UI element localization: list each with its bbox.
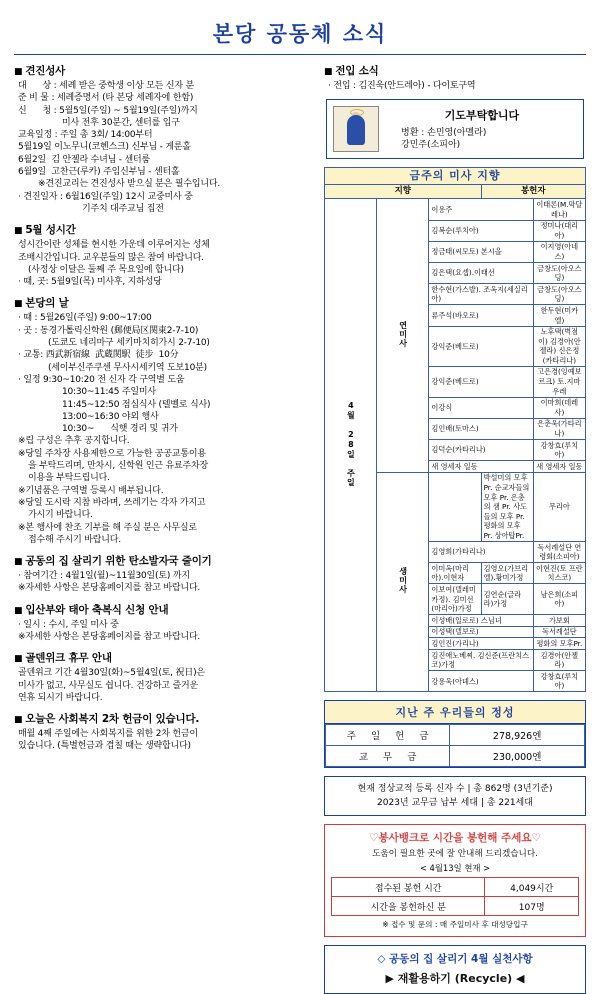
volunteer-label: 시간을 봉헌하신 분 bbox=[332, 897, 485, 916]
section-heading-label: 오늘은 사회복지 2차 헌금이 있습니다. bbox=[25, 713, 200, 726]
text-line: ※기념품은 구역별 등록시 배부됩니다. bbox=[18, 485, 164, 496]
mass-offerer-cell: 김경아(안젤라) bbox=[533, 650, 585, 671]
mass-offerer-cell: 노후택(벽점이) 김경아(안젤라) 신은정(카타리나) bbox=[533, 326, 585, 366]
mass-offerer-cell: 은춘욱(가타리나) bbox=[533, 418, 585, 439]
mass-offerer-cell: 이현진(토 프란치스코) bbox=[533, 563, 585, 584]
text-line: (사정상 이달은 둘째 주 목요일에 합니다) bbox=[28, 264, 184, 275]
text-line: 성시간이란 성체를 현시한 가운데 이루어지는 성체 bbox=[18, 240, 210, 251]
text-line: 신 청 : 5월5일(주일) ~ 5월19일(주일)까지 bbox=[18, 105, 198, 116]
prayer-request-box bbox=[326, 99, 584, 159]
text-line: ※견진교리는 견진성사 받으실 분은 필수입니다. bbox=[38, 179, 221, 190]
section-heading-label: 골덴위크 휴무 안내 bbox=[25, 652, 112, 665]
bullet-icon: ■ bbox=[14, 67, 23, 77]
action-box bbox=[324, 945, 586, 994]
stats-box bbox=[324, 776, 586, 816]
mass-offerer-cell: 이지영(아네스) bbox=[533, 241, 585, 262]
mass-table-body bbox=[325, 199, 586, 692]
mass-intention-cell: 김연순(글라라)가정 bbox=[481, 584, 533, 615]
mass-name-cell: 김복순(루치아) bbox=[429, 220, 533, 241]
mass-offerer-cell: 고은경(잉예보르크) 토.지마우레 bbox=[533, 366, 585, 397]
text-line: (세이부신주쿠센 무사시세키역 도보10분) bbox=[48, 362, 207, 373]
text-line: 있습니다. (특별헌금과 겹칠 때는 생략합니다) bbox=[18, 741, 191, 752]
mass-offerer-cell: 이태론(M.막달레나) bbox=[533, 199, 585, 220]
stats-line: 현재 정상교적 등록 신자 수 | 총 862명 (3년기준) bbox=[357, 784, 553, 795]
volunteer-value: 107명 bbox=[485, 897, 579, 916]
mass-name-cell: 이보여(델레미카정). 김미선(마리아)가정 bbox=[429, 584, 481, 615]
table-row bbox=[326, 746, 585, 767]
text-line: · 교통: 西武新宿線 武蔵関駅 徒步 10分 bbox=[18, 350, 179, 361]
mass-name-cell: 김덕순(카타리나) bbox=[429, 440, 533, 461]
table-row bbox=[332, 897, 579, 916]
text-line: · 때 : 5월26일(주일) 9:00~17:00 bbox=[18, 313, 152, 324]
mass-offerer-cell: 가보회 bbox=[533, 615, 585, 627]
mass-offerer-cell: 강창효(루치아) bbox=[533, 671, 585, 692]
left-column bbox=[14, 63, 314, 994]
mass-offerer-cell: 평화의 모후Pr. bbox=[533, 638, 585, 650]
section-heading-label: 입산부와 태아 축복식 신청 안내 bbox=[25, 603, 169, 616]
section-heading bbox=[14, 650, 314, 665]
text-line: 연휴 되시기 바랍니다. bbox=[18, 692, 103, 703]
mass-group-label: 연미사 bbox=[398, 320, 408, 348]
text-line: 을 부탁드리며, 만차시, 신학원 인근 유료주차장 bbox=[28, 461, 209, 472]
volunteer-value: 4,049시간 bbox=[485, 878, 579, 897]
section-heading bbox=[14, 553, 314, 568]
section-heading bbox=[14, 295, 314, 310]
stats-line: 2023년 교무금 납부 세대 | 총 221세대 bbox=[377, 798, 533, 809]
right-column bbox=[324, 63, 586, 994]
prayer-text bbox=[387, 107, 577, 151]
mass-name-cell: 새 영세자 일동 bbox=[429, 461, 533, 473]
text-line: ※당일 주차장 사용제한으로 가능한 공공교통이용 bbox=[18, 448, 206, 459]
offering-label: 주 일 헌 금 bbox=[326, 725, 450, 746]
mass-offerer-cell: 정미나(대리아) bbox=[533, 220, 585, 241]
section-heading bbox=[324, 63, 586, 78]
bullet-icon: ■ bbox=[14, 557, 23, 568]
mass-name-cell: 이강식 bbox=[429, 397, 533, 418]
text-line: · 일정 9:30~10:20 전 신자 각 구역별 도움 bbox=[18, 374, 185, 385]
prayer-line: 강민주(소피아) bbox=[401, 140, 461, 151]
text-line: 6월2일 김 안젤라 수녀님 - 센터룸 bbox=[18, 154, 150, 165]
text-line: 10:30~11:45 주일미사 bbox=[62, 387, 156, 398]
mass-name-cell: 정금태(씨모토) 본시을 bbox=[429, 241, 533, 262]
left-sections bbox=[14, 63, 314, 753]
section-heading-label: 공동의 집 살리기 위한 탄소발자국 줄이기 bbox=[25, 555, 212, 568]
mass-name-cell: 이성배(일로로) 스님녀 bbox=[429, 615, 533, 627]
mass-name-cell: 김진애노베찌. 김신준(프란치스코)가정 bbox=[429, 650, 533, 671]
text-line: 교육일정 : 주일 총 3회/ 14:00부터 bbox=[18, 130, 153, 141]
transfer-lines bbox=[324, 80, 586, 92]
section bbox=[14, 222, 314, 288]
text-line: 이용을 부탁드립니다. bbox=[28, 473, 110, 484]
bullet-icon: ■ bbox=[14, 654, 23, 665]
volunteer-bank-box bbox=[324, 824, 586, 937]
text-line: 미사 전후 30분간, 센터를 입구 bbox=[62, 117, 180, 128]
mass-col-intention: 지향 bbox=[325, 184, 482, 199]
text-line: 11:45~12:50 점심식사 (텔벨로 식사) bbox=[62, 399, 211, 410]
offering-title: 지난 주 우리들의 정성 bbox=[325, 701, 585, 724]
text-line: 준 비 물 : 세례증명서 (타 본당 세례자에 한함) bbox=[18, 93, 194, 104]
prayer-line: 병환 : 손민영(아멜라) bbox=[401, 128, 487, 139]
mass-group-cell bbox=[377, 472, 429, 691]
mass-name-cell: 김은택(요셉).이태선 bbox=[429, 263, 533, 284]
bullet-icon: ■ bbox=[14, 715, 23, 726]
text-line: 기주치 대주교님 집전 bbox=[82, 203, 164, 214]
text-line: ※본 행사에 찬조 기부를 해 주실 분은 사무실로 bbox=[18, 522, 197, 533]
text-line: (도쿄도 네리마구 세키마치히가시 2-7-10) bbox=[48, 338, 210, 349]
section bbox=[14, 63, 314, 215]
section-lines bbox=[14, 619, 314, 644]
mass-name-cell: 한수현(가스발). 조옥지(세실리아) bbox=[429, 284, 533, 305]
text-line: · 견진일자 : 6월16일(주일) 12시 교중미사 중 bbox=[18, 191, 193, 202]
section-heading-label: 견진성사 bbox=[25, 65, 66, 77]
text-line: 5월19일 이노무니(코헨스크) 신부님 - 게룬홀 bbox=[18, 142, 191, 153]
offering-box bbox=[324, 700, 586, 768]
text-line: 10:30~ 식햇 경리 및 귀가 bbox=[62, 424, 178, 435]
mass-intention-cell: 김영오(가브리엘).황미가정 bbox=[481, 563, 533, 584]
mass-name-cell: 김인배(토마스) bbox=[429, 418, 533, 439]
volunteer-title: ♡봉사뱅크로 시간을 봉헌해 주세요♡ bbox=[369, 832, 541, 845]
mass-offerer-cell: 금창도(아오스딩) bbox=[533, 284, 585, 305]
mass-offerer-cell: 강창효(루치아) bbox=[533, 440, 585, 461]
text-line: ※자세한 사항은 본당홈페이지를 참고 바랍니다. bbox=[18, 583, 201, 594]
mass-group-label: 생미사 bbox=[398, 567, 408, 595]
volunteer-note: ※ 접수 및 문의 : 매 주일미사 후 대성당입구 bbox=[382, 920, 528, 930]
mass-name-cell: 김영희(가타리나) bbox=[429, 542, 533, 563]
mass-group-cell bbox=[377, 199, 429, 472]
section bbox=[14, 711, 314, 753]
mass-name-cell: 류주석(바오로) bbox=[429, 305, 533, 326]
page-title: 본당 공동체 소식 bbox=[212, 22, 388, 46]
section-heading bbox=[14, 711, 314, 726]
section bbox=[14, 295, 314, 546]
text-line: 13:00~16:30 야외 행사 bbox=[62, 411, 159, 422]
mass-offerer-cell: 이마희(데레사) bbox=[533, 397, 585, 418]
mass-name-cell: 이용주 bbox=[429, 199, 533, 220]
volunteer-subtitle: 도움이 필요한 곳에 잘 안내해 드리겠습니다. bbox=[372, 849, 538, 860]
section-heading bbox=[14, 602, 314, 617]
offering-value: 230,000엔 bbox=[450, 746, 585, 767]
text-line: · 참여기간 : 4월1일(월)~11월30일(토) 까지 bbox=[18, 571, 190, 582]
mass-offerer-cell: 독서례설단 bbox=[533, 626, 585, 638]
section-heading-label: 5월 성시간 bbox=[25, 224, 76, 237]
text-line: ※당일 도시락 지참 바라며, 쓰레기는 각자 가지고 bbox=[18, 497, 206, 508]
prayer-lines bbox=[387, 127, 577, 151]
prayer-title: 기도부탁합니다 bbox=[444, 109, 520, 123]
praying-person-icon bbox=[333, 106, 379, 152]
text-line: 대 상 : 세례 받은 중학생 이상 모든 신자 분 bbox=[18, 81, 194, 91]
mass-name-cell: 이미옥(마리아).이현자 bbox=[429, 563, 481, 584]
volunteer-table bbox=[331, 877, 579, 916]
text-line: 골덴위크 기간 4월30일(화)~5월4일(토, 祝日)은 bbox=[18, 668, 205, 679]
section-lines bbox=[14, 570, 314, 595]
mass-offerer-cell: 남은희(소피아) bbox=[533, 584, 585, 615]
mass-name-cell: 김인진(가리나) bbox=[429, 638, 533, 650]
offering-value: 278,926엔 bbox=[450, 725, 585, 746]
bullet-icon: ■ bbox=[14, 299, 23, 310]
section-lines bbox=[14, 80, 314, 215]
section-lines bbox=[14, 667, 314, 704]
section bbox=[14, 650, 314, 704]
text-line: 가시기 바랍니다. bbox=[28, 510, 93, 521]
section-heading-label: 본당의 날 bbox=[25, 297, 69, 310]
two-column-body bbox=[0, 61, 600, 994]
mass-date-cell bbox=[325, 199, 377, 692]
mass-name-cell: 강용욱(아녜스) bbox=[429, 671, 533, 692]
section-lines bbox=[14, 312, 314, 546]
title-divider bbox=[14, 54, 586, 55]
text-line: · 때, 곳: 5월9일(목) 미사후, 지하성당 bbox=[18, 277, 162, 288]
table-row bbox=[325, 199, 586, 220]
mass-name-cell: 이성택(델보로) bbox=[429, 626, 533, 638]
section bbox=[14, 602, 314, 644]
text-line: ※자세한 사항은 본당홈페이지를 참고 바랍니다. bbox=[18, 631, 201, 642]
mass-col-offerer: 봉헌자 bbox=[481, 184, 585, 199]
section-lines bbox=[14, 728, 314, 753]
mass-offerer-cell: 금창도(아오스딩) bbox=[533, 263, 585, 284]
section-lines bbox=[14, 239, 314, 288]
section-heading bbox=[14, 222, 314, 237]
bullet-icon: ■ bbox=[324, 67, 333, 77]
mass-table-title: 금주의 미사 지향 bbox=[325, 168, 586, 185]
mass-name-cell bbox=[429, 472, 481, 541]
section-heading bbox=[14, 63, 314, 78]
text-line: 조배시간입니다. 교우분들의 많은 참여 바랍니다. bbox=[18, 252, 204, 263]
mass-offerer-cell: 한두현(미카엘) bbox=[533, 305, 585, 326]
offering-label: 교 무 금 bbox=[326, 746, 450, 767]
mass-offerer-cell: 무리아 bbox=[533, 472, 585, 541]
text-line: 미사가 없고, 사무실도 쉽니다. 건강하고 즐거운 bbox=[18, 680, 199, 691]
action-main: ▶ 재활용하기 (Recycle) ◀ bbox=[385, 972, 525, 986]
volunteer-label: 접수된 봉헌 시간 bbox=[332, 878, 485, 897]
text-line: · 전입 : 김진욱(안드레아) - 다이토구역 bbox=[328, 81, 476, 91]
section bbox=[14, 553, 314, 595]
text-line: · 일시 : 수시, 주일 미사 중 bbox=[18, 619, 119, 630]
text-line: · 곳 : 동경가톨릭신학원 (郵便局区関東2-7-10) bbox=[18, 325, 199, 336]
volunteer-date-note: < 4월13일 현재 > bbox=[419, 863, 491, 874]
table-row bbox=[332, 878, 579, 897]
offering-table bbox=[325, 724, 585, 767]
mass-offerer-cell: 새 영세자 일동 bbox=[533, 461, 585, 473]
mass-intention-cell: 박설미의 모후 Pr. 순교자들의 모후 Pr. 은총의 샘 Pr. 사도들의 모후 Pr. 평화의 모후 Pr. 상아탑Pr. bbox=[481, 472, 533, 541]
mass-name-cell: 강익준(베드로) bbox=[429, 366, 533, 397]
section-heading-label: 전입 소식 bbox=[335, 65, 379, 77]
section-transfer-news bbox=[324, 63, 586, 92]
bullet-icon: ■ bbox=[14, 605, 23, 616]
action-title: ◇ 공동의 집 살리기 4월 실천사항 bbox=[377, 953, 533, 966]
text-line: ※립 구성은 추후 공지합니다. bbox=[18, 436, 130, 447]
mass-date-label: 4월 28일 주일 bbox=[346, 401, 356, 488]
text-line: 6월9일 고찬근(루카) 주임신부님 - 센터홀 bbox=[18, 167, 180, 178]
mass-name-cell: 강익준(베드로) bbox=[429, 326, 533, 366]
text-line: 접수해 주시기 바랍니다. bbox=[28, 534, 121, 545]
table-row bbox=[326, 725, 585, 746]
text-line: 매월 4째 주일에는 사회복지를 위한 2차 헌금이 bbox=[18, 729, 198, 740]
mass-offerer-cell: 독서례설단 연령회(소피아) bbox=[533, 542, 585, 563]
bullet-icon: ■ bbox=[14, 226, 23, 237]
mass-intentions-table bbox=[324, 167, 586, 692]
